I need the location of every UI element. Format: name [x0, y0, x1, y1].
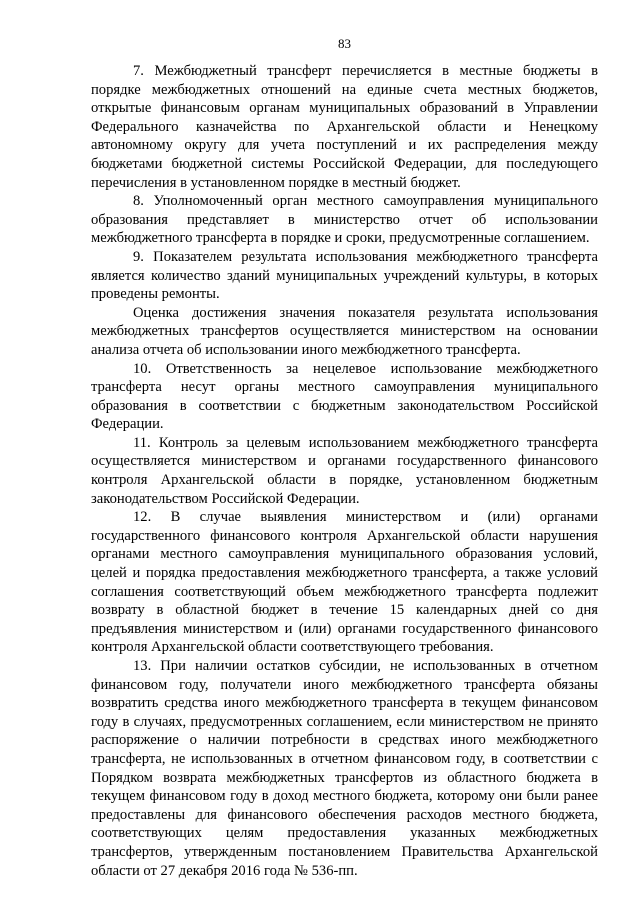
paragraph-8: 8. Уполномоченный орган местного самоуправления муниципального образования представляет в министерство отчет об использовании межбюджетного трансферта в порядке и сроки, предусмотренные соглашением.: [91, 193, 598, 247]
page-number: 83: [338, 36, 351, 51]
paragraph-10: 10. Ответственность за нецелевое использование межбюджетного трансферта несут органы местного самоуправления муниципального образования в соответствии с бюджетным законодательством Российской Федерации.: [91, 360, 598, 433]
paragraph-9: 9. Показателем результата использования межбюджетного трансферта является количество зданий муниципальных учреждений культуры, в которых проведены ремонты.: [91, 248, 598, 303]
paragraph-9-assessment: Оценка достижения значения показателя результата использования межбюджетных трансфертов осуществляется министерством на основании анализа отчета об использовании иного межбюджетного трансферта.: [91, 304, 598, 358]
paragraph-7: 7. Межбюджетный трансферт перечисляется в местные бюджеты в порядке межбюджетных отношений на единые счета местных бюджетов, открытые финансовым органам муниципальных образований в Управлении Федерального казначейства по Архангельской области и Ненецкому автономному округу для учета поступлений и их распределения между бюджетами бюджетной системы Российской Федерации, для последующего перечисления в установленном порядке в местный бюджет.: [91, 63, 598, 191]
paragraph-13: 13. При наличии остатков субсидии, не использованных в отчетном финансовом году, получатели иного межбюджетного трансферта обязаны возвратить средства иного межбюджетного трансферта в текущем финансовом году в случаях, предусмотренных соглашением, если министерством не принято распоряжение о наличии потребности в средствах иного межбюджетного трансферта, не использованных в отчетном финансовом году, в соответствии с Порядком возврата межбюджетных трансфертов из областного бюджета в текущем финансовом году в доход местного бюджета, которому они были ранее предоставлены для финансового обеспечения расходов местного бюджета, соответствующих целям предоставления указанных межбюджетных трансфертов, утвержденным постановлением Правительства Архангельской области от 27 декабря 2016 года № 536-пп.: [91, 658, 598, 879]
paragraph-12: 12. В случае выявления министерством и (или) органами государственного финансового контроля Архангельской области нарушения органами местного самоуправления муниципального образования условий, целей и порядка предоставления межбюджетного трансферта, а также условий соглашения соответствующий объем межбюджетного трансферта подлежит возврату в областной бюджет в течение 15 календарных дней со дня предъявления министерством и (или) органами государственного финансового контроля Архангельской области соответствующего требования.: [91, 509, 598, 656]
document-page: [91, 36, 598, 880]
paragraph-11: 11. Контроль за целевым использованием межбюджетного трансферта осуществляется министерством и органами государственного финансового контроля Архангельской области в порядке, установленном бюджетным законодательством Российской Федерации.: [91, 434, 598, 507]
